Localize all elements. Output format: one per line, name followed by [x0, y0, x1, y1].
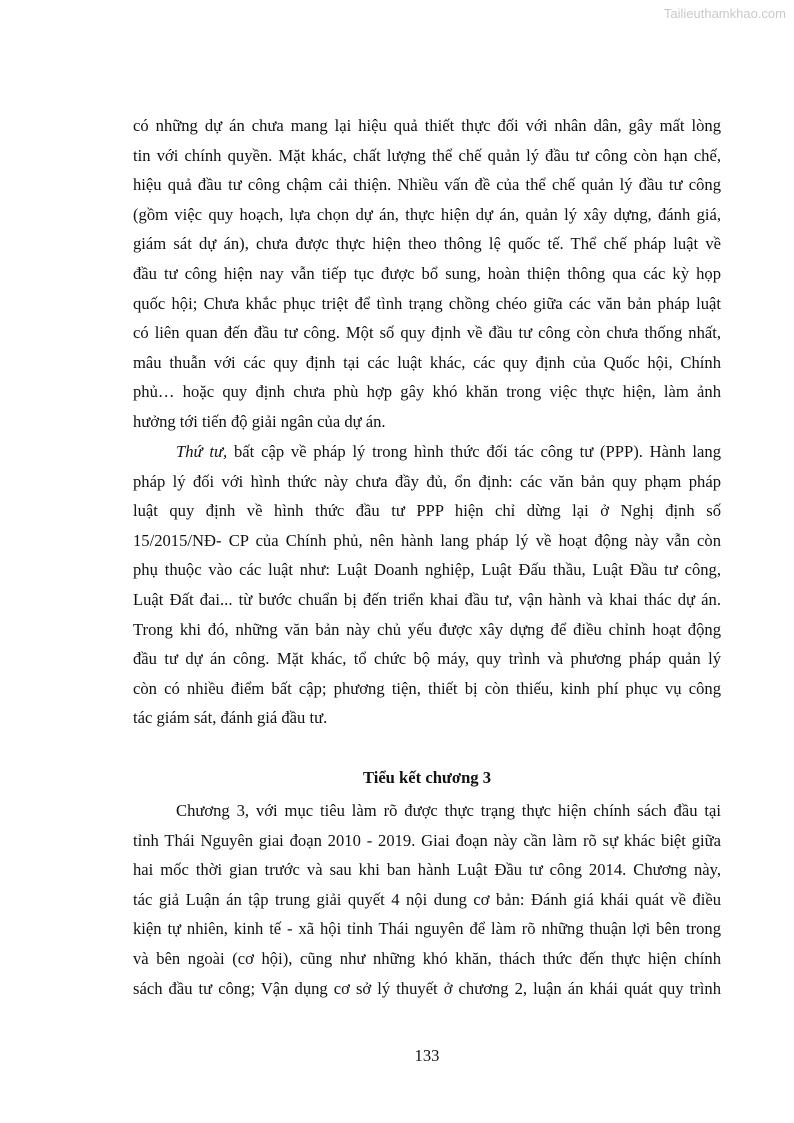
- text-line: đầu tư công hiện nay vẫn tiếp tục được bổ sung, hoàn thiện thông qua các kỳ họp: [133, 263, 721, 283]
- text-line: tác giám sát, đánh giá đầu tư.: [133, 708, 328, 728]
- text-line: pháp lý đối với hình thức này chưa đầy đủ, ổn định: các văn bản quy phạm pháp: [133, 471, 721, 491]
- text-line: có những dự án chưa mang lại hiệu quả thiết thực đối với nhân dân, gây mất lòng: [133, 116, 721, 135]
- italic-lead: Thứ tư,: [176, 442, 228, 461]
- text-line: tác giả Luận án tập trung giải quyết 4 nội dung cơ bản: Đánh giá khái quát về điều: [133, 889, 721, 909]
- watermark: Tailieuthamkhao.com: [663, 6, 786, 21]
- text-line: tỉnh Thái Nguyên giai đoạn 2010 - 2019. Giai đoạn này cần làm rõ sự khác biệt giữa: [133, 830, 721, 850]
- text-line: Luật Đất đai... từ bước chuẩn bị đến triển khai đầu tư, vận hành và khai thác dự án.: [133, 589, 721, 609]
- text-line: (gồm việc quy hoạch, lựa chọn dự án, thực hiện dự án, quản lý xây dựng, đánh giá,: [133, 204, 721, 224]
- text-line: hiệu quả đầu tư công chậm cải thiện. Nhiều vấn đề của thể chế quản lý đầu tư công: [133, 175, 721, 195]
- paragraph-2: [133, 437, 721, 733]
- text-line: phủ… hoặc quy định chưa phù hợp gây khó khăn trong việc thực hiện, làm ảnh: [133, 382, 721, 402]
- paragraph-1: [133, 111, 721, 437]
- text-line: [133, 437, 721, 467]
- text-line: giám sát dự án), chưa được thực hiện theo thông lệ quốc tế. Thể chế pháp luật về: [133, 234, 721, 254]
- text-line: Chương 3, với mục tiêu làm rõ được thực trạng thực hiện chính sách đầu tại: [176, 801, 721, 820]
- text-line: tin với chính quyền. Mặt khác, chất lượng thể chế quản lý đầu tư công còn hạn chế,: [133, 145, 721, 165]
- text-line: hai mốc thời gian trước và sau khi ban hành Luật Đầu tư công 2014. Chương này,: [133, 860, 721, 880]
- text-line: luật quy định về hình thức đầu tư PPP hiện chỉ dừng lại ở Nghị định số: [133, 501, 721, 521]
- text-line: mâu thuẫn với các quy định tại các luật khác, các quy định của Quốc hội, Chính: [133, 352, 721, 372]
- text-line: đầu tư dự án công. Mặt khác, tổ chức bộ máy, quy trình và phương pháp quản lý: [133, 649, 721, 669]
- text-line: còn có nhiều điểm bất cập; phương tiện, thiết bị còn thiếu, kinh phí phục vụ công: [133, 678, 721, 698]
- page-number: 133: [414, 1046, 440, 1065]
- text-line: quốc hội; Chưa khắc phục triệt để tình trạng chồng chéo giữa các văn bản pháp luật: [133, 293, 721, 313]
- text-line: có liên quan đến đầu tư công. Một số quy định về đầu tư công còn chưa thống nhất,: [133, 323, 721, 343]
- text-line: sách đầu tư công; Vận dụng cơ sở lý thuyết ở chương 2, luận án khái quát quy trình: [133, 978, 721, 998]
- text-line: Trong khi đó, những văn bản này chủ yếu được xây dựng để điều chỉnh hoạt động: [133, 619, 721, 639]
- text-line: 15/2015/NĐ- CP của Chính phủ, nên hành lang pháp lý về hoạt động này vẫn còn: [133, 530, 721, 550]
- paragraph-3: [133, 796, 721, 1003]
- text-line: kiện tự nhiên, kinh tế - xã hội tỉnh Thái nguyên để làm rõ những thuận lợi bên trong: [133, 919, 721, 939]
- section-heading: Tiểu kết chương 3: [362, 768, 492, 787]
- text-line: phụ thuộc vào các luật như: Luật Doanh nghiệp, Luật Đấu thầu, Luật Đầu tư công,: [133, 560, 721, 580]
- text-line: hưởng tới tiến độ giải ngân của dự án.: [133, 411, 386, 431]
- text-line: và bên ngoài (cơ hội), cũng như những khó khăn, thách thức đến thực hiện chính: [133, 948, 721, 968]
- text-span: bất cập về pháp lý trong hình thức đối tác công tư (PPP). Hành lang: [227, 442, 721, 461]
